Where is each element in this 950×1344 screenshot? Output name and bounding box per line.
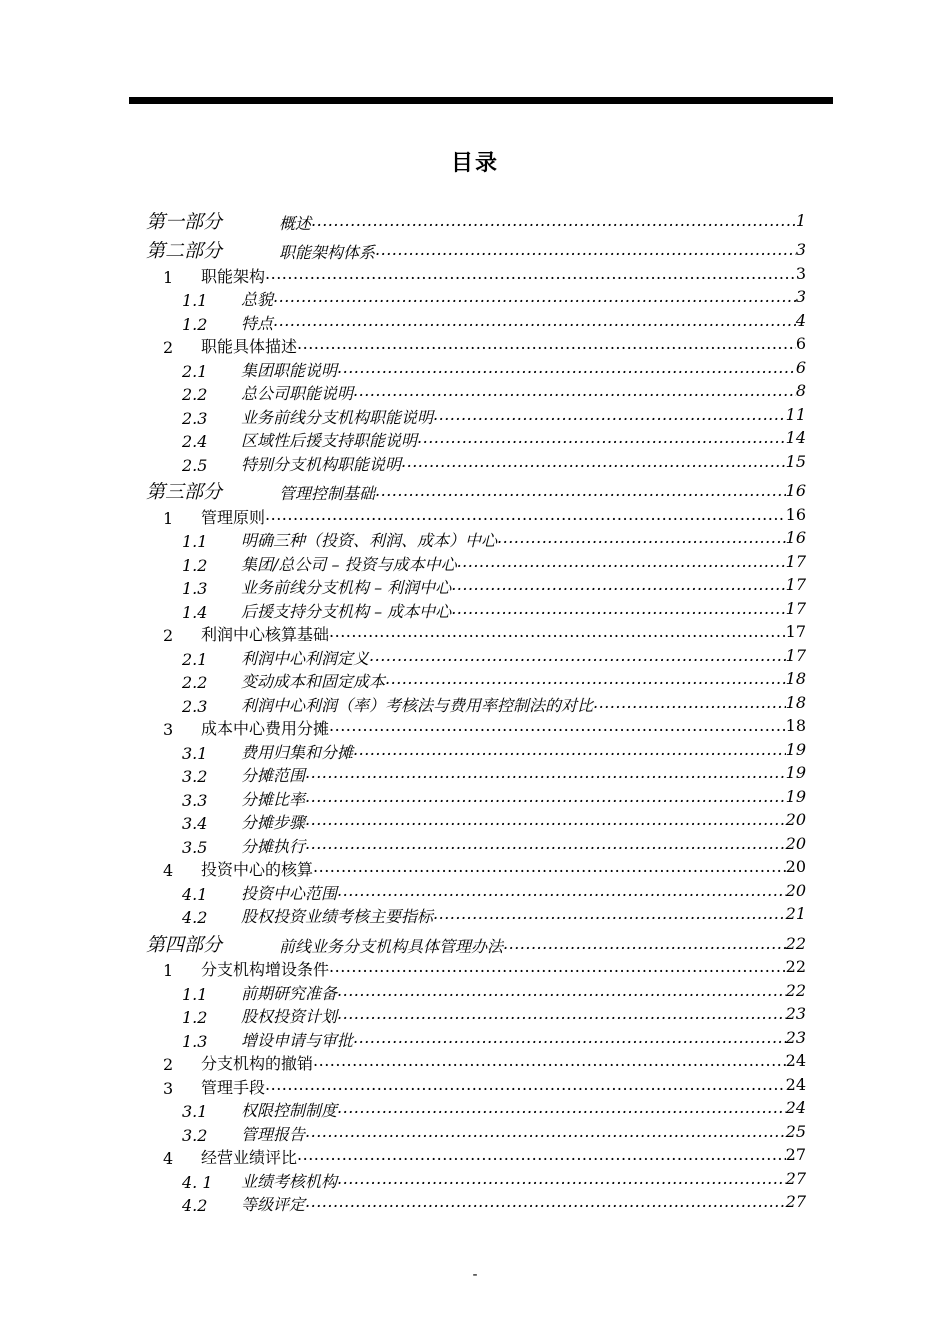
toc-entry-title: 总公司职能说明	[241, 384, 354, 403]
toc-entry-number: 4.2	[182, 908, 208, 927]
toc-entry-number: 3.2	[182, 1125, 208, 1145]
toc-entry[interactable]	[0, 835, 950, 859]
toc-entry-title: 投资中心范围	[241, 883, 338, 903]
toc-entry-number: 2	[163, 1055, 174, 1074]
toc-entry-title: 概述	[279, 213, 312, 233]
toc-entry-page: 22	[785, 980, 806, 1000]
toc-entry-number: 1.1	[182, 984, 208, 1004]
dot-leader	[337, 1098, 786, 1121]
toc-entry-title: 职能架构	[201, 266, 266, 286]
dot-leader	[451, 575, 785, 598]
toc-entry-number: 第三部分	[146, 481, 223, 503]
toc-entry[interactable]	[0, 1053, 950, 1077]
dot-leader	[385, 669, 786, 692]
toc-entry[interactable]	[0, 289, 950, 313]
dot-leader	[265, 505, 786, 528]
toc-entry-title: 职能具体描述	[201, 337, 298, 356]
toc-entry-page: 19	[785, 786, 806, 806]
toc-entry[interactable]	[0, 1194, 950, 1218]
toc-entry-page: 18	[785, 669, 806, 688]
toc-entry-number: 3.4	[182, 814, 208, 833]
toc-entry-page: 17	[785, 598, 806, 618]
dot-leader	[273, 287, 796, 310]
toc-entry-page: 20	[785, 880, 806, 900]
table-of-contents	[0, 206, 950, 1217]
toc-entry[interactable]	[0, 553, 950, 577]
dot-leader	[593, 693, 786, 716]
toc-entry-title: 股权投资计划	[241, 1007, 338, 1026]
toc-entry-title: 职能架构体系	[279, 243, 376, 262]
toc-entry-number: 2.4	[182, 432, 208, 451]
toc-entry-number: 1.4	[182, 602, 208, 622]
toc-entry-page: 27	[785, 1145, 806, 1164]
toc-entry-title: 费用归集和分摊	[241, 742, 354, 762]
toc-entry[interactable]	[0, 1006, 950, 1030]
dot-leader	[353, 1028, 786, 1051]
dot-leader	[401, 452, 786, 475]
toc-entry-page: 27	[785, 1168, 806, 1188]
toc-entry-title: 利润中心利润定义	[241, 648, 370, 668]
dot-leader	[305, 834, 786, 857]
toc-entry-page: 24	[785, 1074, 806, 1094]
dot-leader	[311, 211, 796, 234]
toc-entry-title: 等级评定	[241, 1195, 306, 1214]
dot-leader	[337, 881, 786, 904]
toc-entry-number: 2.3	[182, 408, 208, 428]
toc-entry-page: 15	[785, 451, 806, 471]
dot-leader	[305, 1122, 786, 1145]
toc-entry-number: 4.1	[182, 884, 208, 904]
toc-entry-page: 20	[785, 833, 806, 853]
dot-leader	[329, 957, 786, 980]
dot-leader	[353, 740, 786, 763]
dot-leader	[353, 381, 796, 404]
toc-entry-number: 2.1	[182, 649, 208, 669]
toc-entry[interactable]	[0, 577, 950, 601]
toc-entry[interactable]	[0, 982, 950, 1006]
toc-entry[interactable]	[0, 788, 950, 812]
toc-entry[interactable]	[0, 929, 950, 959]
toc-entry[interactable]	[0, 1029, 950, 1053]
toc-entry[interactable]	[0, 647, 950, 671]
toc-entry[interactable]	[0, 383, 950, 407]
toc-entry[interactable]	[0, 477, 950, 507]
toc-entry-number: 2.1	[182, 361, 208, 381]
toc-entry-title: 增设申请与审批	[241, 1030, 354, 1050]
dot-leader	[337, 981, 786, 1004]
toc-entry-title: 管理控制基础	[279, 484, 376, 503]
toc-entry-number: 2.3	[182, 696, 208, 716]
toc-entry-number: 4	[163, 861, 174, 880]
toc-entry-number: 1.3	[182, 1031, 208, 1051]
toc-entry[interactable]	[0, 359, 950, 383]
toc-entry-title: 业绩考核机构	[241, 1171, 338, 1191]
toc-entry-number: 3.2	[182, 767, 208, 786]
toc-entry-number: 1	[163, 961, 174, 980]
dot-leader	[313, 1051, 786, 1074]
toc-entry-title: 明确三种（投资、利润、成本）中心	[241, 531, 498, 550]
toc-entry[interactable]	[0, 1147, 950, 1171]
toc-entry-title: 区域性后援支持职能说明	[241, 431, 418, 450]
toc-entry-title: 利润中心核算基础	[201, 625, 330, 644]
toc-entry-page: 16	[785, 528, 806, 547]
dot-leader	[433, 904, 786, 927]
toc-entry[interactable]	[0, 236, 950, 266]
toc-entry[interactable]	[0, 312, 950, 336]
toc-entry-page: 11	[785, 404, 806, 424]
dot-leader	[337, 1169, 786, 1192]
toc-entry-title: 分支机构增设条件	[201, 960, 330, 979]
toc-entry-title: 利润中心利润（率）考核法与费用率控制法的对比	[241, 695, 594, 715]
dot-leader	[417, 428, 786, 451]
toc-entry-page: 3	[795, 287, 806, 306]
toc-entry-number: 第四部分	[146, 933, 223, 956]
toc-entry-title: 股权投资业绩考核主要指标	[241, 907, 434, 926]
toc-entry-page: 1	[795, 210, 806, 230]
dot-leader	[369, 646, 786, 669]
toc-entry-page: 24	[785, 1098, 806, 1117]
dot-leader	[297, 1145, 786, 1168]
toc-entry-number: 3	[163, 720, 174, 739]
toc-entry[interactable]	[0, 530, 950, 554]
dot-leader	[433, 405, 786, 428]
toc-entry-page: 27	[785, 1192, 806, 1211]
toc-entry-page: 17	[785, 645, 806, 665]
toc-entry[interactable]	[0, 859, 950, 883]
toc-entry-page: 23	[785, 1027, 806, 1047]
toc-entry-title: 后援支持分支机构 – 成本中心	[241, 601, 452, 621]
dot-leader	[337, 358, 796, 381]
toc-entry[interactable]	[0, 718, 950, 742]
dot-leader	[375, 481, 786, 504]
toc-entry-number: 1	[163, 508, 174, 528]
toc-entry-number: 3.1	[182, 743, 208, 763]
toc-entry-number: 1.2	[182, 314, 208, 334]
toc-entry-page: 8	[795, 381, 806, 400]
toc-entry-number: 2.5	[182, 455, 208, 475]
toc-entry-number: 3	[163, 1078, 174, 1098]
dot-leader	[337, 1004, 786, 1027]
toc-entry[interactable]	[0, 812, 950, 836]
toc-entry[interactable]	[0, 506, 950, 530]
toc-entry-title: 前线业务分支机构具体管理办法	[279, 936, 504, 956]
dot-leader	[503, 934, 786, 957]
toc-entry-page: 6	[795, 357, 806, 377]
toc-entry[interactable]	[0, 265, 950, 289]
toc-entry-number: 第一部分	[146, 210, 223, 233]
page-footer: -	[472, 1267, 478, 1283]
toc-entry[interactable]	[0, 206, 950, 236]
toc-entry[interactable]	[0, 600, 950, 624]
toc-entry-page: 4	[795, 310, 806, 330]
toc-entry-page: 20	[785, 857, 806, 876]
toc-entry-number: 1.1	[182, 532, 208, 551]
dot-leader	[305, 763, 786, 786]
toc-entry-page: 22	[785, 957, 806, 976]
toc-entry-number: 3.3	[182, 790, 208, 810]
toc-entry-title: 管理报告	[241, 1124, 306, 1144]
toc-entry-page: 3	[795, 240, 806, 259]
toc-entry-page: 3	[795, 263, 806, 283]
toc-entry-page: 24	[785, 1051, 806, 1070]
toc-entry[interactable]	[0, 1076, 950, 1100]
toc-entry[interactable]	[0, 1100, 950, 1124]
toc-entry[interactable]	[0, 1170, 950, 1194]
toc-entry-number: 2	[163, 338, 174, 357]
toc-entry[interactable]	[0, 1123, 950, 1147]
dot-leader	[265, 264, 796, 287]
toc-entry-page: 22	[785, 933, 806, 953]
toc-entry-page: 17	[785, 575, 806, 594]
toc-entry[interactable]	[0, 430, 950, 454]
toc-entry-page: 19	[785, 739, 806, 759]
toc-entry-title: 权限控制制度	[241, 1101, 338, 1120]
toc-entry-page: 18	[785, 692, 806, 712]
toc-entry-title: 集团职能说明	[241, 360, 338, 380]
toc-entry-title: 投资中心的核算	[201, 860, 314, 879]
toc-entry-number: 2.2	[182, 385, 208, 404]
toc-entry[interactable]	[0, 694, 950, 718]
toc-entry-page: 16	[785, 481, 806, 500]
toc-entry-number: 第二部分	[146, 240, 223, 262]
toc-entry[interactable]	[0, 453, 950, 477]
toc-entry-title: 分摊步骤	[241, 813, 306, 832]
toc-entry-title: 分支机构的撤销	[201, 1054, 314, 1073]
toc-entry-title: 分摊范围	[241, 766, 306, 785]
toc-entry-title: 经营业绩评比	[201, 1148, 298, 1167]
dot-leader	[375, 240, 796, 263]
toc-entry-number: 4. 1	[182, 1172, 213, 1192]
dot-leader	[265, 1075, 786, 1098]
toc-entry-page: 19	[785, 763, 806, 782]
toc-entry[interactable]	[0, 906, 950, 930]
toc-entry-number: 4	[163, 1149, 174, 1168]
dot-leader	[297, 334, 796, 357]
header-rule	[129, 97, 833, 104]
toc-entry[interactable]	[0, 336, 950, 360]
toc-entry[interactable]	[0, 741, 950, 765]
toc-title: 目录	[450, 151, 499, 176]
toc-entry-title: 业务前线分支机构职能说明	[241, 407, 434, 427]
toc-entry-page: 25	[785, 1121, 806, 1141]
toc-entry-page: 23	[785, 1004, 806, 1023]
dot-leader	[451, 599, 785, 622]
toc-entry-page: 20	[785, 810, 806, 829]
dot-leader	[305, 810, 786, 833]
toc-entry[interactable]	[0, 624, 950, 648]
toc-entry[interactable]	[0, 765, 950, 789]
toc-entry-number: 1	[163, 267, 174, 287]
toc-entry-title: 成本中心费用分摊	[201, 719, 330, 738]
dot-leader	[305, 1192, 786, 1215]
dot-leader	[273, 311, 796, 334]
toc-entry-title: 总貌	[241, 290, 274, 309]
toc-entry-number: 2	[163, 626, 174, 645]
toc-entry-title: 分摊执行	[241, 836, 306, 856]
toc-entry-number: 3.5	[182, 837, 208, 857]
toc-entry-page: 6	[795, 334, 806, 353]
toc-entry-number: 1.2	[182, 555, 208, 575]
dot-leader	[305, 787, 786, 810]
toc-entry-number: 3.1	[182, 1102, 208, 1121]
toc-entry-number: 1.2	[182, 1008, 208, 1027]
toc-entry-title: 特别分支机构职能说明	[241, 454, 402, 474]
dot-leader	[329, 622, 786, 645]
toc-entry-title: 管理手段	[201, 1077, 266, 1097]
toc-entry-title: 变动成本和固定成本	[241, 672, 386, 691]
toc-entry-number: 1.1	[182, 291, 208, 310]
toc-entry-number: 1.3	[182, 579, 208, 598]
toc-entry[interactable]	[0, 882, 950, 906]
dot-leader	[313, 857, 786, 880]
toc-entry-title: 业务前线分支机构 – 利润中心	[241, 578, 452, 597]
toc-entry-number: 4.2	[182, 1196, 208, 1215]
toc-entry-number: 2.2	[182, 673, 208, 692]
toc-entry-page: 16	[785, 504, 806, 524]
toc-entry-page: 17	[785, 551, 806, 571]
toc-entry-title: 前期研究准备	[241, 983, 338, 1003]
toc-entry-page: 17	[785, 622, 806, 641]
toc-entry[interactable]	[0, 959, 950, 983]
toc-entry-page: 21	[785, 904, 806, 923]
dot-leader	[457, 552, 786, 575]
dot-leader	[497, 528, 786, 551]
toc-entry[interactable]	[0, 406, 950, 430]
toc-entry-title: 分摊比率	[241, 789, 306, 809]
toc-entry-title: 管理原则	[201, 507, 266, 527]
toc-entry-title: 特点	[241, 313, 274, 333]
toc-entry-page: 18	[785, 716, 806, 735]
toc-entry[interactable]	[0, 671, 950, 695]
dot-leader	[329, 716, 786, 739]
toc-entry-title: 集团/总公司 – 投资与成本中心	[241, 554, 457, 574]
toc-entry-page: 14	[785, 428, 806, 447]
